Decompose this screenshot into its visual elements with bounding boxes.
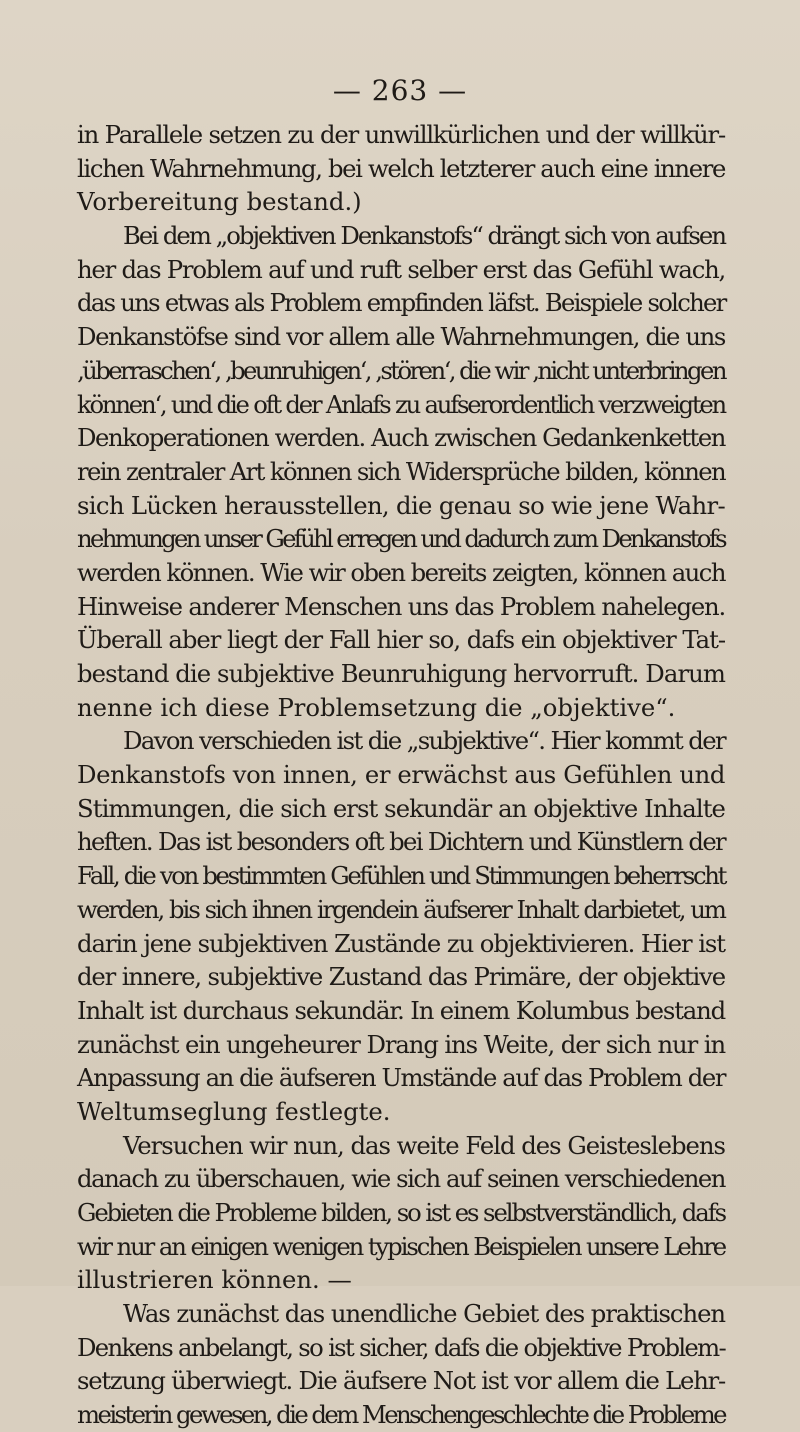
text-line: Fall, die von bestimmten Gefühlen und Stimmungen beherrscht <box>77 861 726 891</box>
text-line: her das Problem auf und ruft selber erst das Gefühl wach, <box>77 254 726 284</box>
text-line: werden, bis sich ihnen irgendein äufserer Inhalt darbietet, um <box>77 894 725 924</box>
text-line: rein zentraler Art können sich Widersprüche bilden, können <box>77 456 725 486</box>
text-line: Inhalt ist durchaus sekundär. In einem Kolumbus bestand <box>77 995 725 1025</box>
text-line: lichen Wahrnehmung, bei welch letzterer auch eine innere <box>77 153 726 183</box>
text-line: ‚überraschen‘, ‚beunruhigen‘, ‚stören‘, die wir ‚nicht unterbringen <box>77 355 725 385</box>
text-line: zunächst ein ungeheurer Drang ins Weite, der sich nur in <box>77 1029 726 1059</box>
text-line: illustrieren können. — <box>77 1265 352 1295</box>
text-line: danach zu überschauen, wie sich auf seinen verschiedenen <box>77 1164 725 1194</box>
text-line: Stimmungen, die sich erst sekundär an objektive Inhalte <box>77 793 725 823</box>
text-line: der innere, subjektive Zustand das Primäre, der objektive <box>77 962 726 992</box>
text-line: Bei dem „objektiven Denkanstofs“ drängt sich von aufsen <box>123 221 726 251</box>
text-line: Denkanstofs von innen, er erwächst aus Gefühlen und <box>77 760 726 790</box>
text-line: in Parallele setzen zu der unwillkürlichen und der willkür- <box>77 120 725 149</box>
text-line: Vorbereitung bestand.) <box>77 187 362 217</box>
text-line: Denkoperationen werden. Auch zwischen Gedankenketten <box>77 423 726 453</box>
text-line: bestand die subjektive Beunruhigung hervorruft. Darum <box>77 659 726 688</box>
body-text <box>77 118 725 1432</box>
text-line: setzung überwiegt. Die äufsere Not ist vor allem die Lehr- <box>77 1366 725 1396</box>
text-line: darin jene subjektiven Zustände zu objektivieren. Hier ist <box>77 928 725 958</box>
text-line: Was zunächst das unendliche Gebiet des praktischen <box>123 1299 726 1329</box>
text-line: heften. Das ist besonders oft bei Dichtern und Künstlern der <box>77 827 726 857</box>
text-line: Davon verschieden ist die „subjektive“. Hier kommt der <box>123 726 725 756</box>
text-line: werden können. Wie wir oben bereits zeigten, können auch <box>77 557 725 587</box>
text-line: Überall aber liegt der Fall hier so, dafs ein objektiver Tat- <box>77 625 725 655</box>
text-line: Anpassung an die äufseren Umstände auf das Problem der <box>77 1063 726 1093</box>
text-line: das uns etwas als Problem empfinden läfst. Beispiele solcher <box>77 288 726 318</box>
text-line: Denkanstöfse sind vor allem alle Wahrnehmungen, die uns <box>77 322 725 352</box>
text-line: Denkens anbelangt, so ist sicher, dafs die objektive Problem- <box>77 1332 726 1362</box>
text-line: können‘, und die oft der Anlafs zu aufserordentlich verzweigten <box>77 389 725 419</box>
text-line: Hinweise anderer Menschen uns das Problem nahelegen. <box>77 591 725 621</box>
text-line: Gebieten die Probleme bilden, so ist es selbstverständlich, dafs <box>77 1198 725 1227</box>
text-line: wir nur an einigen wenigen typischen Beispielen unsere Lehre <box>77 1231 726 1261</box>
text-line: nenne ich diese Problemsetzung die „objektive“. <box>77 692 676 722</box>
text-line: Weltumseglung festlegte. <box>77 1096 391 1126</box>
text-line: Versuchen wir nun, das weite Feld des Geisteslebens <box>123 1130 725 1160</box>
page-number: — 263 — <box>332 74 468 107</box>
text-line: sich Lücken herausstellen, die genau so wie jene Wahr- <box>77 490 725 520</box>
text-line: meisterin gewesen, die dem Menschengeschlechte die Probleme <box>77 1400 726 1430</box>
text-line: nehmungen unser Gefühl erregen und dadurch zum Denkanstofs <box>77 524 725 554</box>
